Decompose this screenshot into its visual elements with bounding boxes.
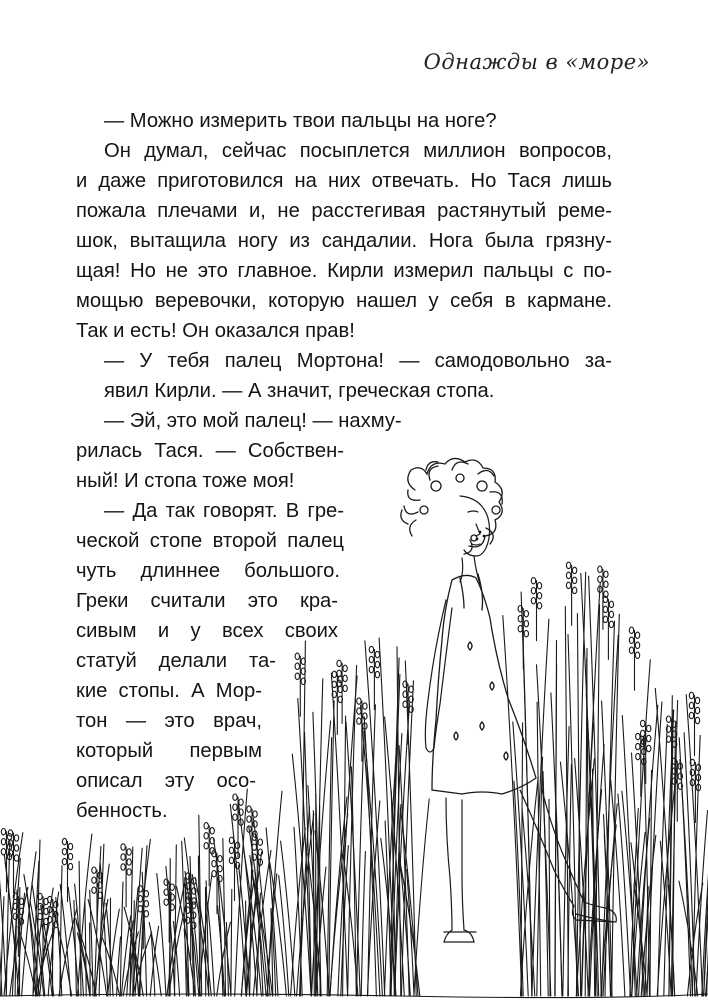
text-line: мощью веревочки, которую нашел у себя в кармане. <box>76 290 612 312</box>
text-line: Греки считали это кра- <box>76 590 338 612</box>
text-line: рилась Тася. — Собствен- <box>76 440 344 462</box>
text-line: — У тебя палец Мортона! — самодовольно за- <box>104 350 612 372</box>
text-line: тон — это врач, <box>76 710 262 732</box>
text-line: и даже приготовился на них отвечать. Но Тася лишь <box>76 170 612 192</box>
text-line: Так и есть! Он оказался прав! <box>76 320 355 342</box>
text-line: щая! Но не это главное. Кирли измерил пальцы с по- <box>76 260 612 282</box>
text-line: бенность. <box>76 800 168 822</box>
text-line: шок, вытащила ногу из сандалии. Нога была грязну- <box>76 230 612 252</box>
text-line: который первым <box>76 740 262 762</box>
girl-face <box>460 496 490 584</box>
text-line: — Да так говорят. В гре- <box>104 500 344 522</box>
text-line: чуть длиннее большого. <box>76 560 340 582</box>
running-header: Однажды в «море» <box>423 50 650 74</box>
text-line: ный! И стопа тоже моя! <box>76 470 295 492</box>
text-line: кие стопы. А Мор- <box>76 680 262 702</box>
girl-in-grass-illustration <box>0 440 708 1000</box>
text-line: статуй делали та- <box>76 650 276 672</box>
text-line: сивым и у всех своих <box>76 620 338 642</box>
text-line: явил Кирли. — А значит, греческая стопа. <box>104 380 495 402</box>
girl-hair <box>401 458 502 554</box>
text-line: ческой стопе второй палец <box>76 530 344 552</box>
text-line: — Эй, это мой палец! — нахму- <box>104 410 402 432</box>
text-line: — Можно измерить твои пальцы на ноге? <box>104 110 497 132</box>
text-line: пожала плечами и, не расстегивая растянутый реме- <box>76 200 612 222</box>
text-line: описал эту осо- <box>76 770 256 792</box>
text-line: Он думал, сейчас посыплется миллион вопросов, <box>104 140 612 162</box>
girl-dress <box>432 574 536 794</box>
grass-field <box>0 562 708 997</box>
